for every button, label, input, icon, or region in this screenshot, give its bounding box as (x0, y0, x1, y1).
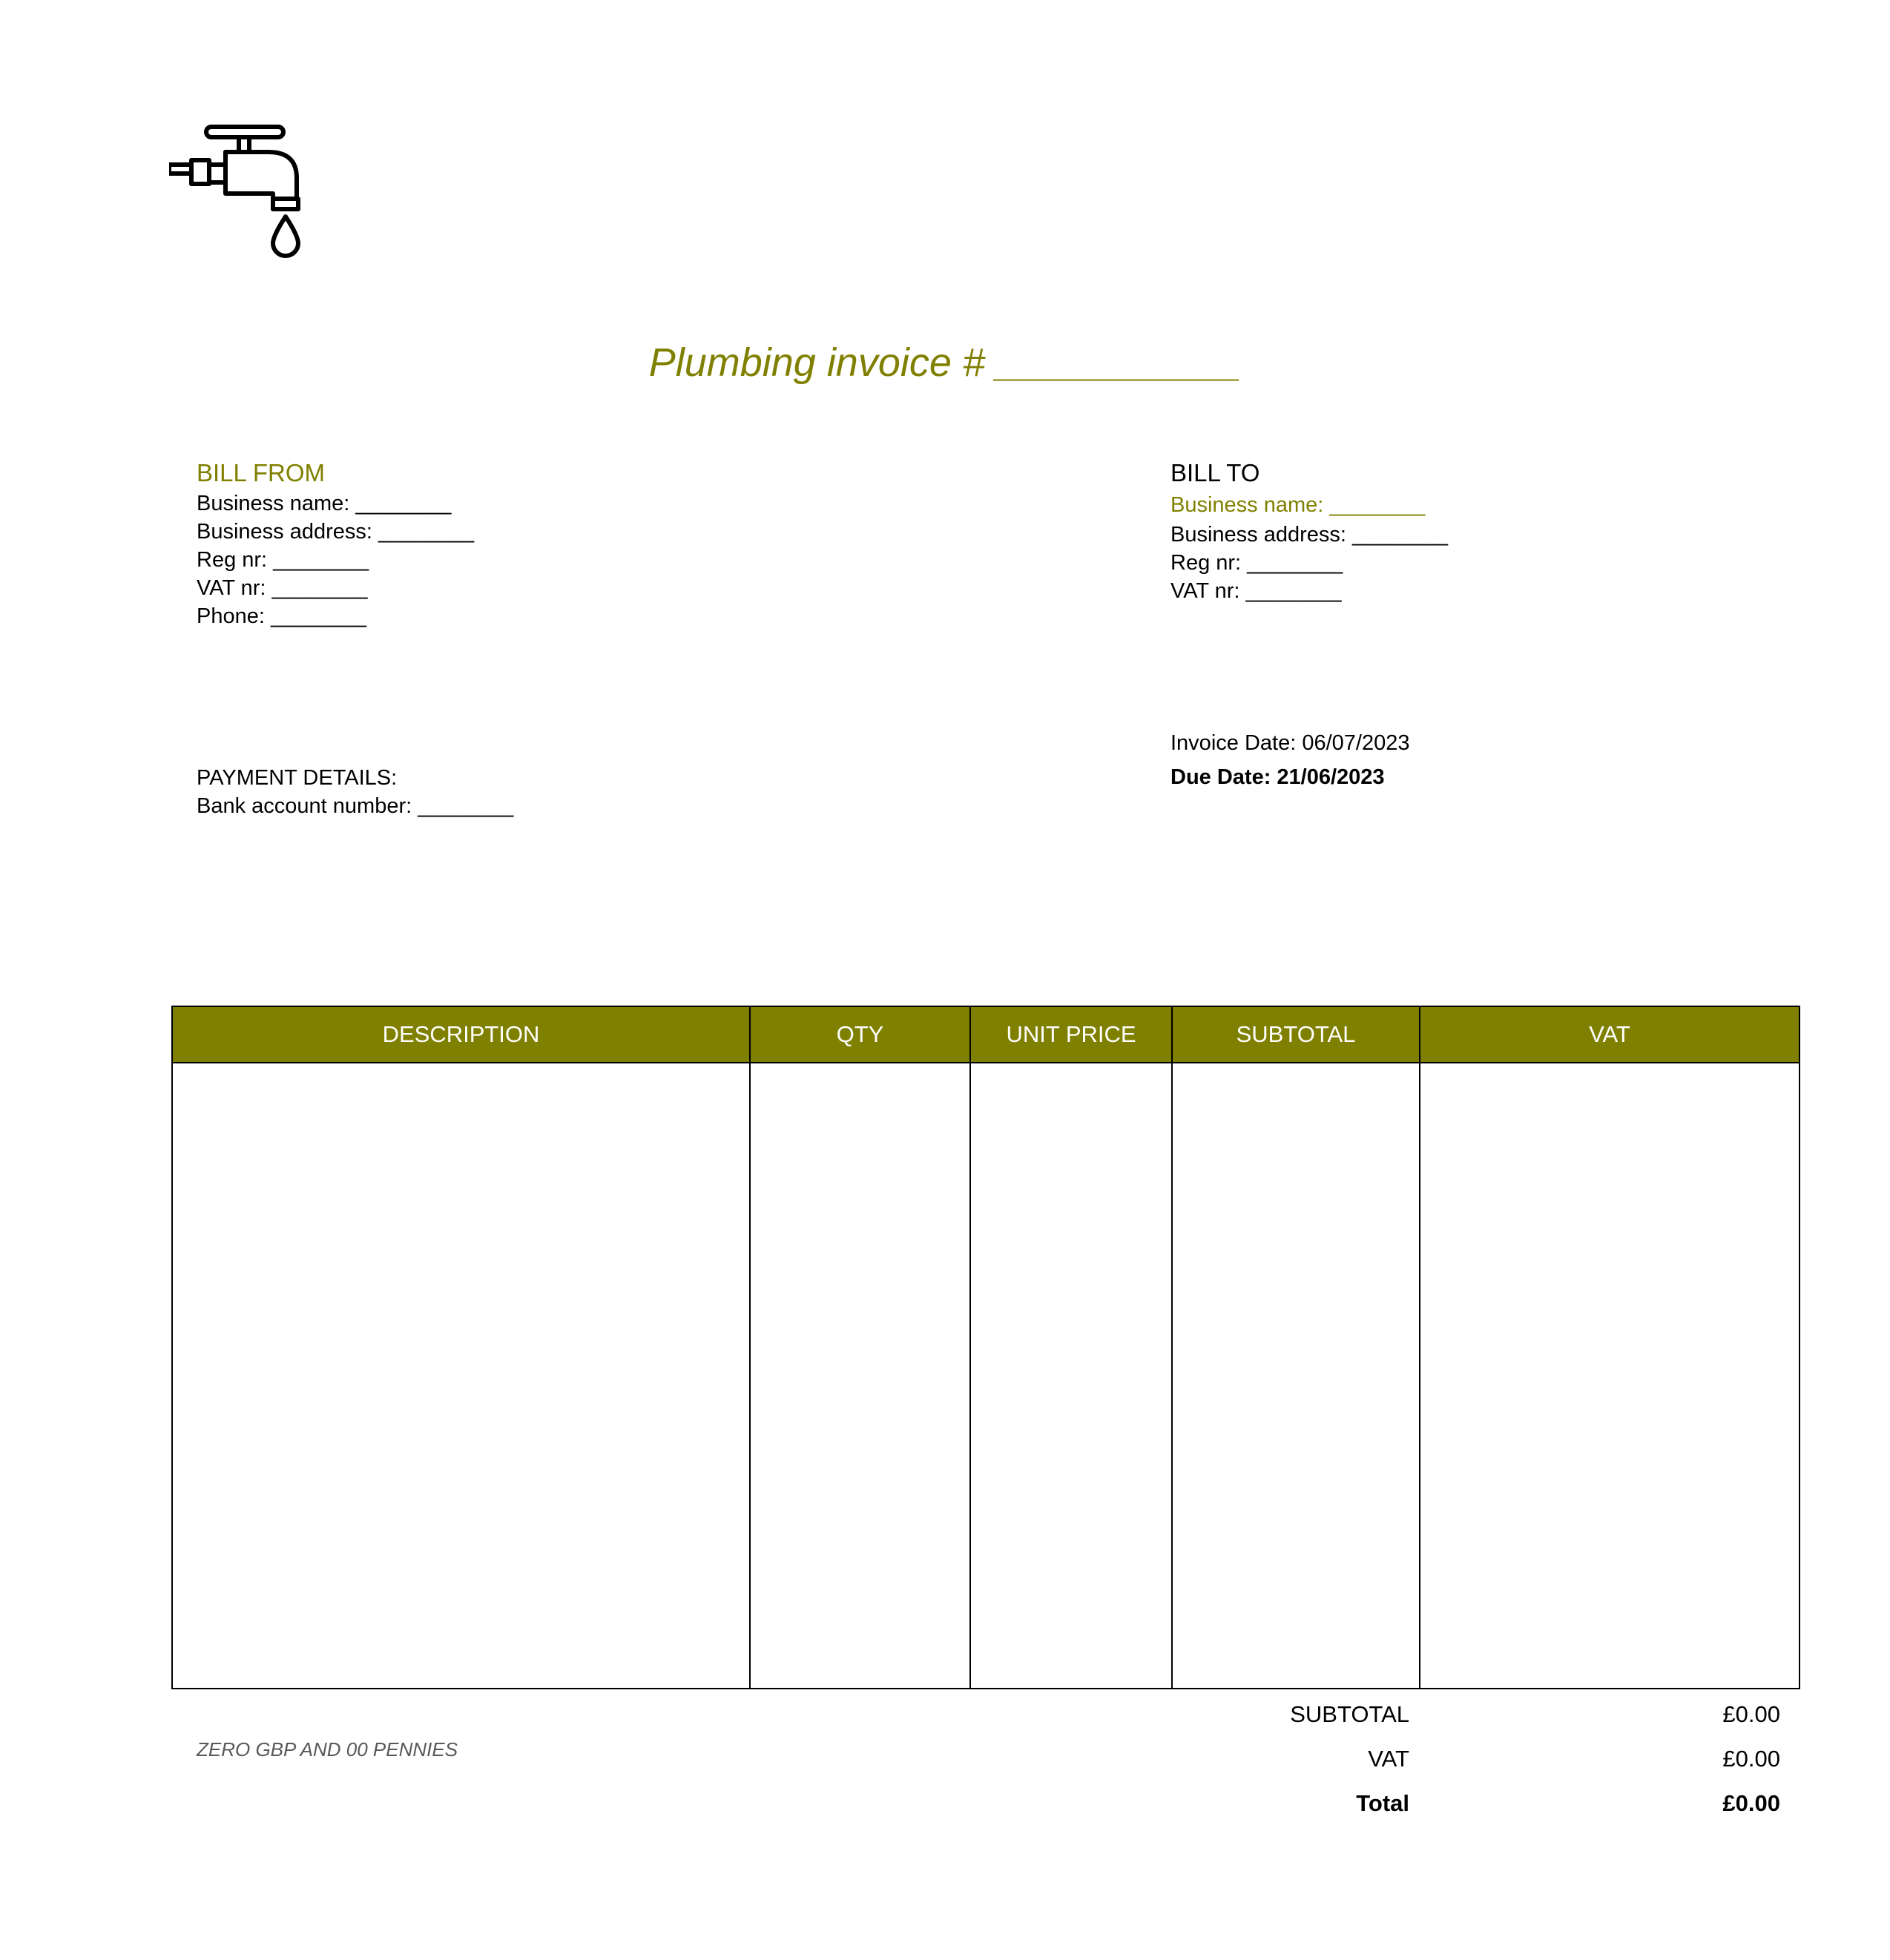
bill-to-business-address: Business address: ________ (1170, 523, 1449, 547)
bill-to-business-name: Business name: ________ (1170, 493, 1426, 517)
bill-to-heading: BILL TO (1170, 459, 1260, 486)
dates-section (1170, 729, 1409, 791)
column-header-description: DESCRIPTION (172, 1006, 750, 1063)
due-date: Due Date: 21/06/2023 (1170, 765, 1385, 789)
table-header-row (172, 1006, 1800, 1063)
cell-vat (1420, 1063, 1800, 1689)
payment-details-section (197, 764, 513, 820)
cell-qty (750, 1063, 970, 1689)
bank-account-number: Bank account number: ________ (197, 794, 514, 818)
bill-from-reg-nr: Reg nr: ________ (197, 548, 369, 572)
subtotal-label: SUBTOTAL (1290, 1701, 1409, 1727)
bill-from-business-name: Business name: ________ (197, 492, 452, 515)
subtotal-value: £0.00 (1722, 1701, 1780, 1727)
cell-subtotal (1172, 1063, 1420, 1689)
cell-unit-price (970, 1063, 1172, 1689)
bill-to-vat-nr: VAT nr: ________ (1170, 579, 1342, 603)
invoice-title: Plumbing invoice # ___________ (648, 340, 1242, 385)
bill-from-section (197, 457, 474, 630)
column-header-vat: VAT (1420, 1006, 1800, 1063)
column-header-unit-price: UNIT PRICE (970, 1006, 1172, 1063)
bill-to-reg-nr: Reg nr: ________ (1170, 551, 1343, 575)
total-label: Total (1356, 1790, 1409, 1816)
invoice-date: Invoice Date: 06/07/2023 (1170, 731, 1410, 755)
payment-heading: PAYMENT DETAILS: (197, 766, 398, 790)
vat-label: VAT (1368, 1746, 1409, 1772)
cell-description (172, 1063, 750, 1689)
line-items-table (171, 1006, 1800, 1689)
bill-from-business-address: Business address: ________ (197, 520, 475, 544)
amount-in-words: ZERO GBP AND 00 PENNIES (197, 1738, 458, 1761)
vat-value: £0.00 (1722, 1746, 1780, 1772)
bill-from-heading: BILL FROM (197, 459, 325, 486)
total-value: £0.00 (1722, 1790, 1780, 1816)
bill-from-vat-nr: VAT nr: ________ (197, 576, 368, 600)
column-header-subtotal: SUBTOTAL (1172, 1006, 1420, 1063)
table-row (172, 1063, 1800, 1689)
bill-to-section (1170, 457, 1448, 605)
faucet-icon (169, 125, 322, 263)
bill-from-phone: Phone: ________ (197, 604, 366, 628)
column-header-qty: QTY (750, 1006, 970, 1063)
